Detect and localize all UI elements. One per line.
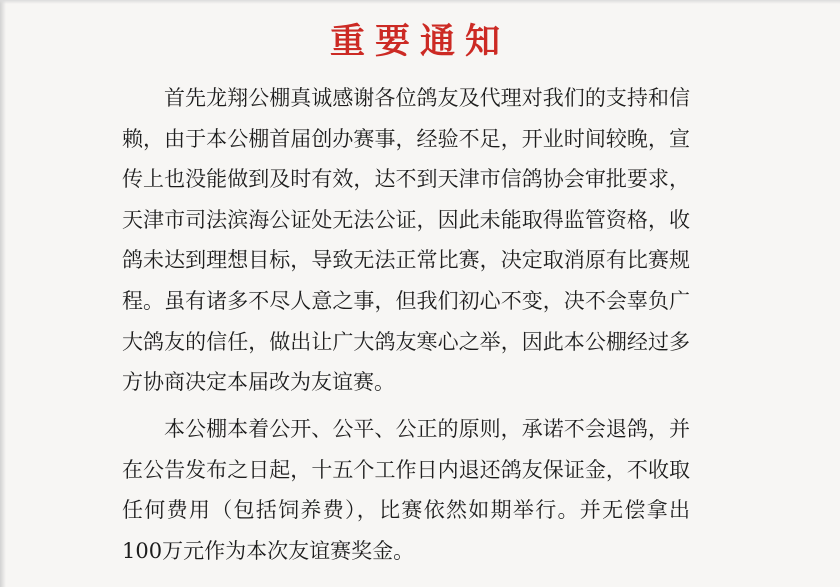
notice-title: 重要通知 [329, 22, 510, 62]
page-top-shadow [0, 0, 840, 4]
notice-paragraph-1: 首先龙翔公棚真诚感谢各位鸽友及代理对我们的支持和信赖，由于本公棚首届创办赛事，经验不足，开业时间较晚，宣传上也没能做到及时有效，达不到天津市信鸽协会审批要求，天津市司法滨海公证处无法公证，因此未能取得监管资格，收鸽未达到理想目标，导致无法正常比赛，决定取消原有比赛规程。虽有诸多不尽人意之事，但我们初心不变，决不会辜负广大鸽友的信任，做出让广大鸽友寒心之举，因此本公棚经过多方协商决定本届改为友谊赛。 [122, 86, 690, 395]
page-edge-shadow [0, 0, 6, 587]
notice-paragraph-2: 本公棚本着公开、公平、公正的原则，承诺不会退鸽，并在公告发布之日起，十五个工作日内退还鸽友保证金，不收取任何费用（包括饲养费），比赛依然如期举行。并无偿拿出100万元作为本次友谊赛奖金。 [122, 417, 690, 563]
